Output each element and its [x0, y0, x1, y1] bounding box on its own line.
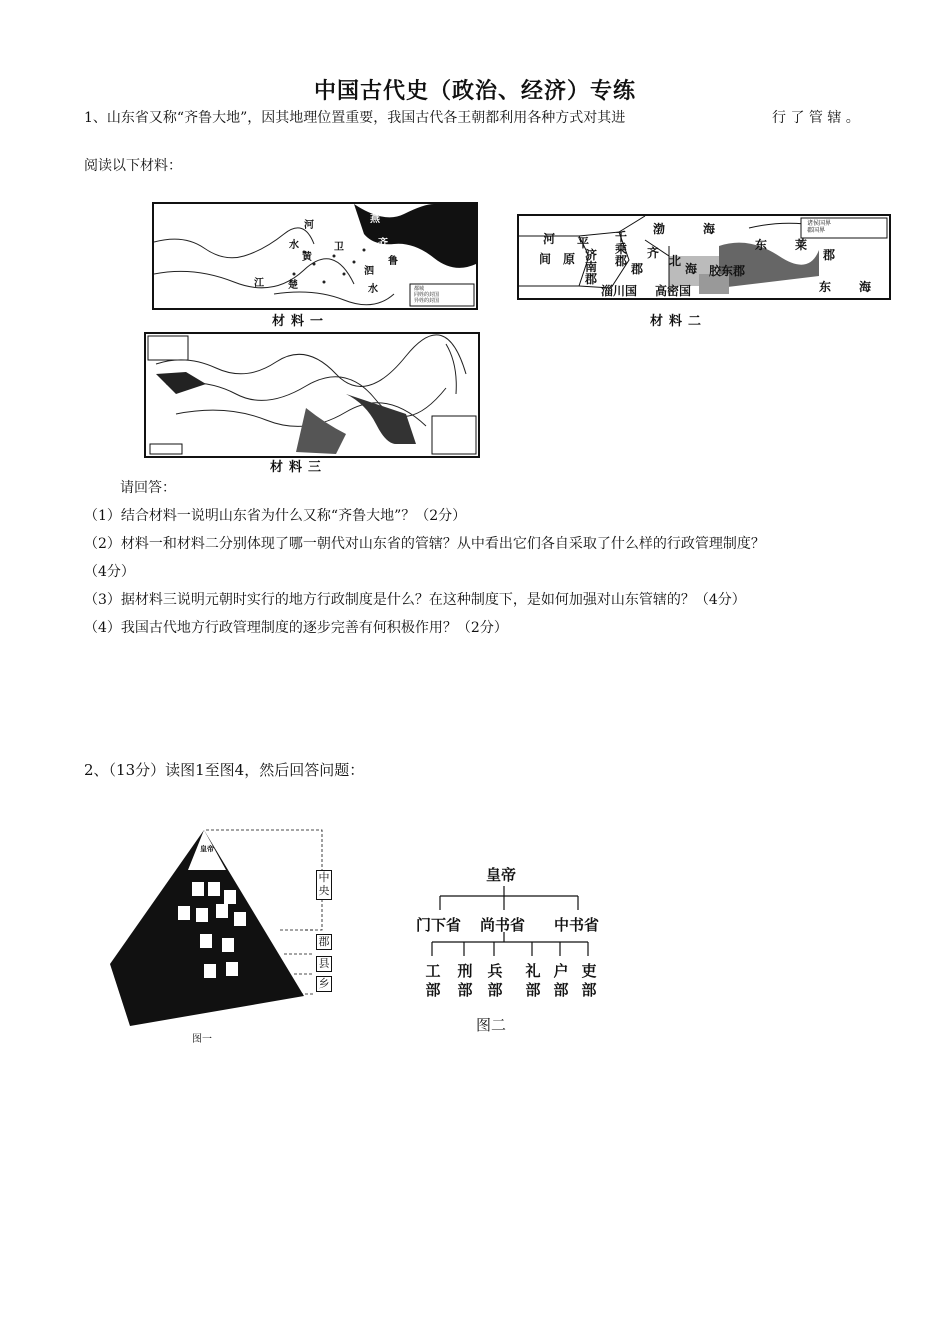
figure-2-caption: 图二 — [476, 1016, 507, 1034]
map2-legend-commandery: 郡国界 — [807, 227, 826, 234]
q1-read: 阅读以下材料： — [84, 158, 182, 174]
map1-label-shui: 水 — [289, 240, 299, 251]
map2-label-dong: 东 — [755, 238, 768, 252]
map2-label-hai2: 海 — [703, 222, 716, 236]
q1-intro-end: 行 了 管 辖 。 — [772, 110, 860, 126]
map2-label-lai: 莱 — [795, 238, 808, 252]
map2-legend-state: 诸侯国界 — [807, 220, 832, 227]
map2-label-hai: 海 — [685, 262, 698, 276]
q2-intro: 2、（13分）读图1至图4，然后回答问题： — [84, 761, 365, 779]
map2-label-ji: 济 — [585, 248, 598, 262]
map1-label-huang: 黄 — [302, 252, 312, 263]
map1-label-jiang: 江 — [254, 278, 264, 289]
ministry-revenue-char2: 部 — [553, 981, 569, 999]
level-central: 中央 — [316, 870, 332, 900]
map3-caption: 材料三 — [270, 460, 328, 475]
ministry-revenue-char1: 户 — [553, 962, 569, 980]
ministry-rites-char1: 礼 — [525, 962, 541, 980]
org-shangshu: 尚书省 — [480, 916, 526, 934]
map2-label-yuan: 原 — [563, 252, 576, 266]
org-ministry-war — [486, 962, 504, 1000]
figure-2-org-chart — [412, 858, 612, 1008]
pyramid-apex: 皇帝 — [200, 844, 214, 853]
map2-label-dong2: 东 — [819, 280, 832, 294]
map2-label-jun3: 郡 — [631, 262, 644, 276]
map-material-1 — [152, 202, 478, 310]
q1-sub3: （3）据材料三说明元朝时实行的地方行政制度是什么？在这种制度下，是如何加强对山东管辖的？（4分） — [84, 592, 746, 608]
q1-sub4: （4）我国古代地方行政管理制度的逐步完善有何积极作用？（2分） — [84, 620, 508, 636]
level-township: 乡 — [316, 976, 332, 992]
map2-label-jun2: 郡 — [615, 254, 628, 268]
level-commandery: 郡 — [316, 934, 332, 950]
map1-label-si: 泗 — [364, 266, 374, 277]
map2-label-zichuan: 淄川国 — [601, 284, 638, 298]
map1-label-wei: 卫 — [334, 242, 344, 253]
org-ministry-personnel — [580, 962, 598, 1000]
org-ministry-rites — [524, 962, 542, 1000]
page-title: 中国古代史（政治、经济）专练 — [313, 79, 636, 104]
ministry-war-char2: 部 — [487, 981, 503, 999]
map1-label-lu: 鲁 — [388, 256, 398, 267]
map2-label-ping: 平 — [577, 236, 590, 250]
org-ministry-justice — [456, 962, 474, 1000]
org-emperor: 皇帝 — [486, 866, 517, 884]
map1-label-shui2: 水 — [368, 284, 378, 295]
map2-caption: 材料二 — [650, 314, 708, 329]
pyramid-drawing — [104, 826, 340, 1026]
org-ministry-works — [424, 962, 442, 1000]
q1-sub2-score: （4分） — [84, 564, 135, 580]
map-material-2 — [517, 214, 891, 300]
q1-sub1: （1）结合材料一说明山东省为什么又称“齐鲁大地”？（2分） — [84, 508, 467, 524]
q1-answer-prompt: 请回答： — [120, 480, 176, 496]
map2-label-hai3: 海 — [859, 280, 872, 294]
map2-label-jian: 间 — [539, 252, 552, 266]
map2-label-qi: 齐 — [647, 246, 660, 260]
map2-label-he: 河 — [543, 232, 556, 246]
q1-intro: 1、山东省又称“齐鲁大地”，因其地理位置重要，我国古代各王朝都利用各种方式对其进 — [84, 110, 626, 126]
level-county: 县 — [316, 956, 332, 972]
map2-label-gaomi: 高密国 — [655, 284, 692, 298]
map1-caption: 材料一 — [272, 314, 330, 329]
map2-label-bei: 北 — [669, 254, 682, 268]
map2-label-qian: 千 — [615, 230, 628, 244]
map1-legend-diff-surname: 异姓的封国 — [414, 298, 440, 304]
map1-legend — [414, 286, 439, 304]
org-ministry-revenue — [552, 962, 570, 1000]
org-zhongshu: 中书省 — [554, 916, 600, 934]
org-menxia: 门下省 — [416, 916, 462, 934]
figure-1-pyramid — [104, 826, 340, 1026]
map2-label-cheng: 乘 — [615, 242, 628, 256]
map2-label-jun1: 郡 — [585, 272, 598, 286]
map-3-drawing — [146, 334, 478, 456]
map1-label-yan: 燕 — [370, 214, 380, 225]
ministry-personnel-char1: 吏 — [581, 962, 597, 980]
ministry-justice-char2: 部 — [457, 981, 473, 999]
q1-sub2: （2）材料一和材料二分别体现了哪一朝代对山东省的管辖？从中看出它们各自采取了什么样的行政管理制度？ — [84, 536, 765, 552]
map-material-3 — [144, 332, 480, 458]
figure-1-caption: 图一 — [192, 1034, 212, 1045]
map2-label-nan: 南 — [585, 260, 598, 274]
ministry-works-char2: 部 — [425, 981, 441, 999]
map2-legend — [807, 220, 831, 234]
ministry-rites-char2: 部 — [525, 981, 541, 999]
map2-label-jun4: 郡 — [823, 248, 836, 262]
map1-label-chu: 楚 — [288, 280, 298, 291]
map1-legend-capital: 都城 — [414, 286, 425, 292]
map1-legend-same-surname: 同姓的封国 — [414, 292, 440, 298]
ministry-works-char1: 工 — [425, 962, 441, 980]
ministry-personnel-char2: 部 — [581, 981, 597, 999]
ministry-justice-char1: 刑 — [457, 962, 473, 980]
ministry-war-char1: 兵 — [487, 962, 503, 980]
map1-label-qi: 齐 — [378, 238, 388, 249]
map2-label-jiaodong: 胶东郡 — [709, 264, 746, 278]
map2-label-bo: 渤 — [653, 222, 666, 236]
map1-label-he: 河 — [304, 220, 314, 231]
